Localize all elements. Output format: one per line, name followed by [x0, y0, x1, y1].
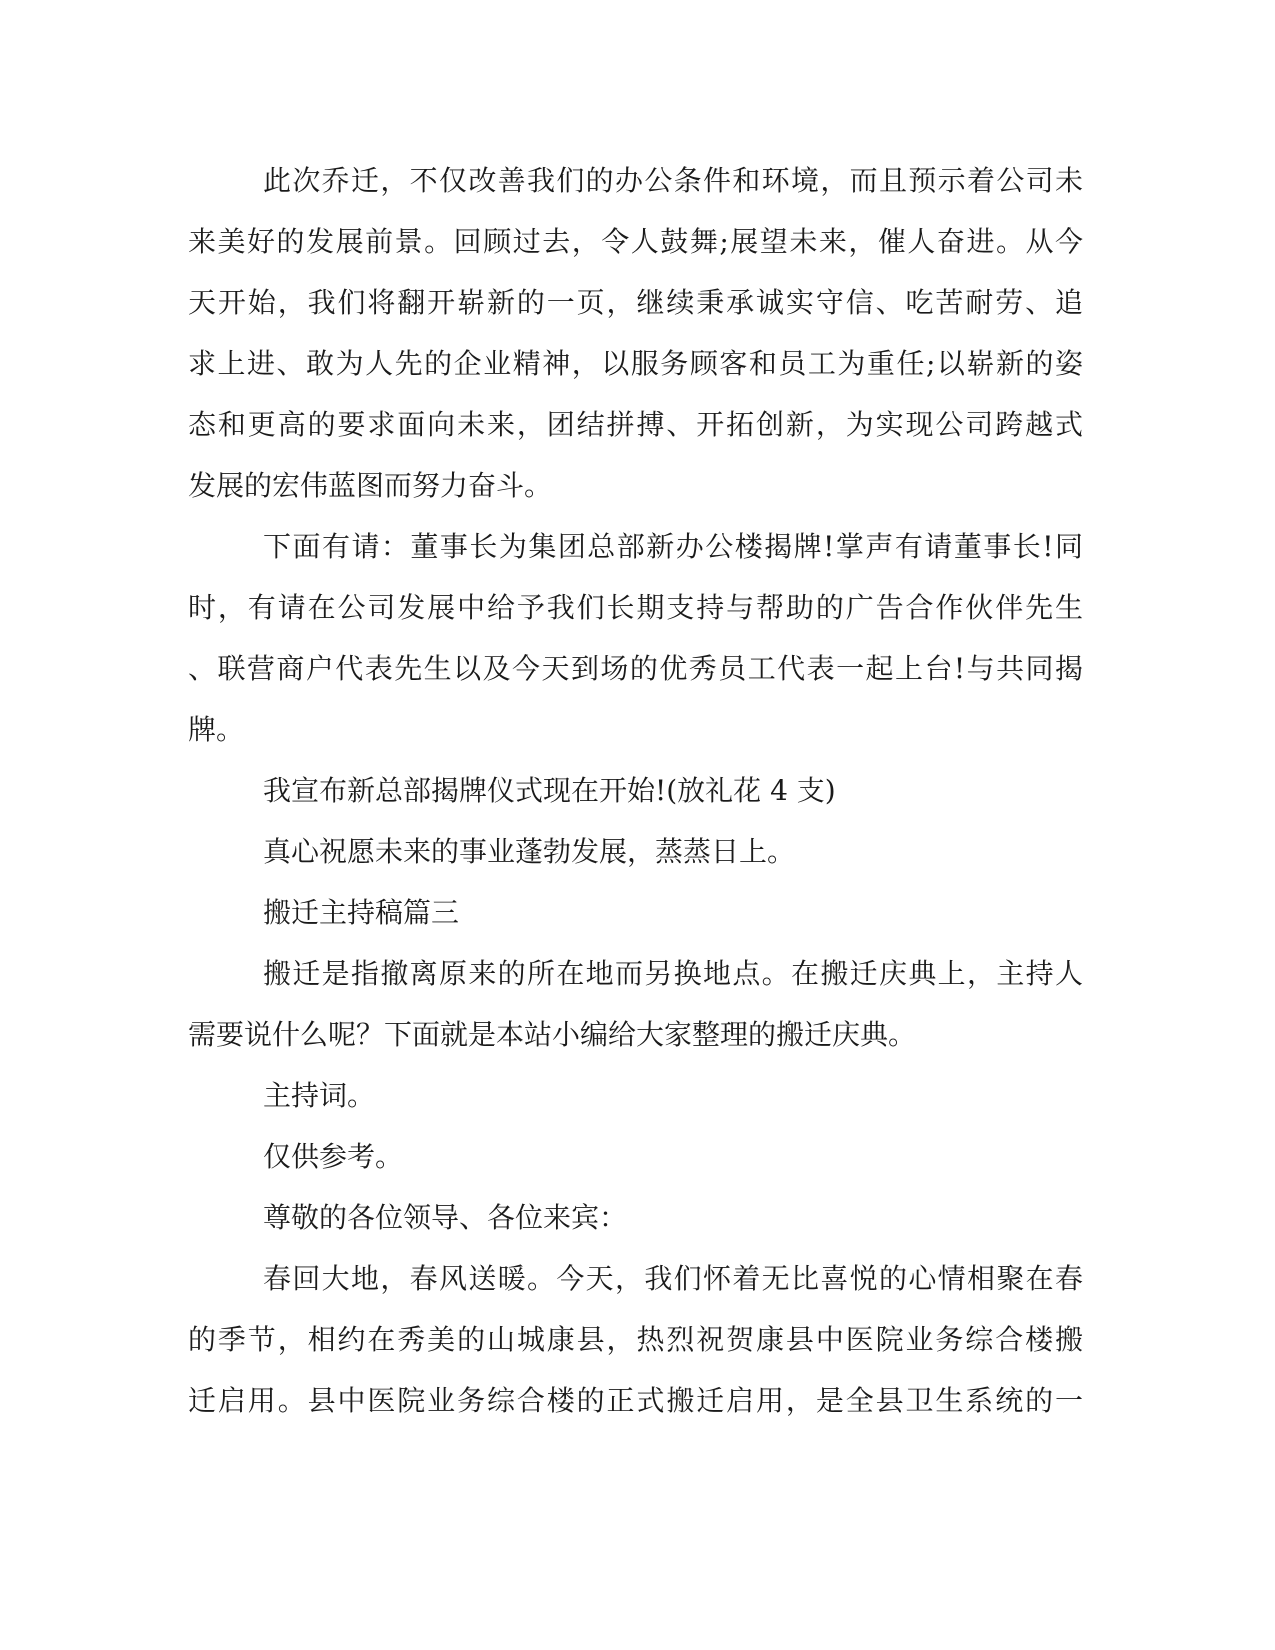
text-line: 真心祝愿未来的事业蓬勃发展，蒸蒸日上。	[263, 835, 796, 868]
text-line: 发展的宏伟蓝图而努力奋斗。	[188, 469, 553, 502]
text-line: 下面有请：董事长为集团总部新办公楼揭牌!掌声有请董事长!同	[263, 530, 1083, 563]
text-line: 态和更高的要求面向未来，团结拼搏、开拓创新，为实现公司跨越式	[188, 408, 1083, 441]
text-line: 我宣布新总部揭牌仪式现在开始!(放礼花 4 支)	[263, 774, 836, 807]
text-line: 尊敬的各位领导、各位来宾：	[263, 1201, 628, 1234]
text-line: 搬迁主持稿篇三	[263, 896, 460, 929]
text-line: 仅供参考。	[263, 1140, 404, 1173]
text-line: 来美好的发展前景。回顾过去，令人鼓舞;展望未来，催人奋进。从今	[188, 225, 1083, 258]
document-body	[188, 150, 1083, 1431]
text-line: 春回大地，春风送暖。今天，我们怀着无比喜悦的心情相聚在春	[263, 1262, 1083, 1295]
text-line: 主持词。	[263, 1079, 376, 1112]
text-line: 、联营商户代表先生以及今天到场的优秀员工代表一起上台!与共同揭	[188, 652, 1083, 685]
text-line: 迁启用。县中医院业务综合楼的正式搬迁启用，是全县卫生系统的一	[188, 1384, 1083, 1417]
text-line: 牌。	[188, 713, 245, 746]
text-line: 的季节，相约在秀美的山城康县，热烈祝贺康县中医院业务综合楼搬	[188, 1323, 1083, 1356]
text-line: 需要说什么呢？下面就是本站小编给大家整理的搬迁庆典。	[188, 1018, 917, 1051]
text-line: 天开始，我们将翻开崭新的一页，继续秉承诚实守信、吃苦耐劳、追	[188, 286, 1083, 319]
text-line: 搬迁是指撤离原来的所在地而另换地点。在搬迁庆典上，主持人	[263, 957, 1083, 990]
text-line: 此次乔迁，不仅改善我们的办公条件和环境，而且预示着公司未	[263, 164, 1083, 197]
text-line: 求上进、敢为人先的企业精神，以服务顾客和员工为重任;以崭新的姿	[188, 347, 1083, 380]
text-line: 时，有请在公司发展中给予我们长期支持与帮助的广告合作伙伴先生	[188, 591, 1083, 624]
